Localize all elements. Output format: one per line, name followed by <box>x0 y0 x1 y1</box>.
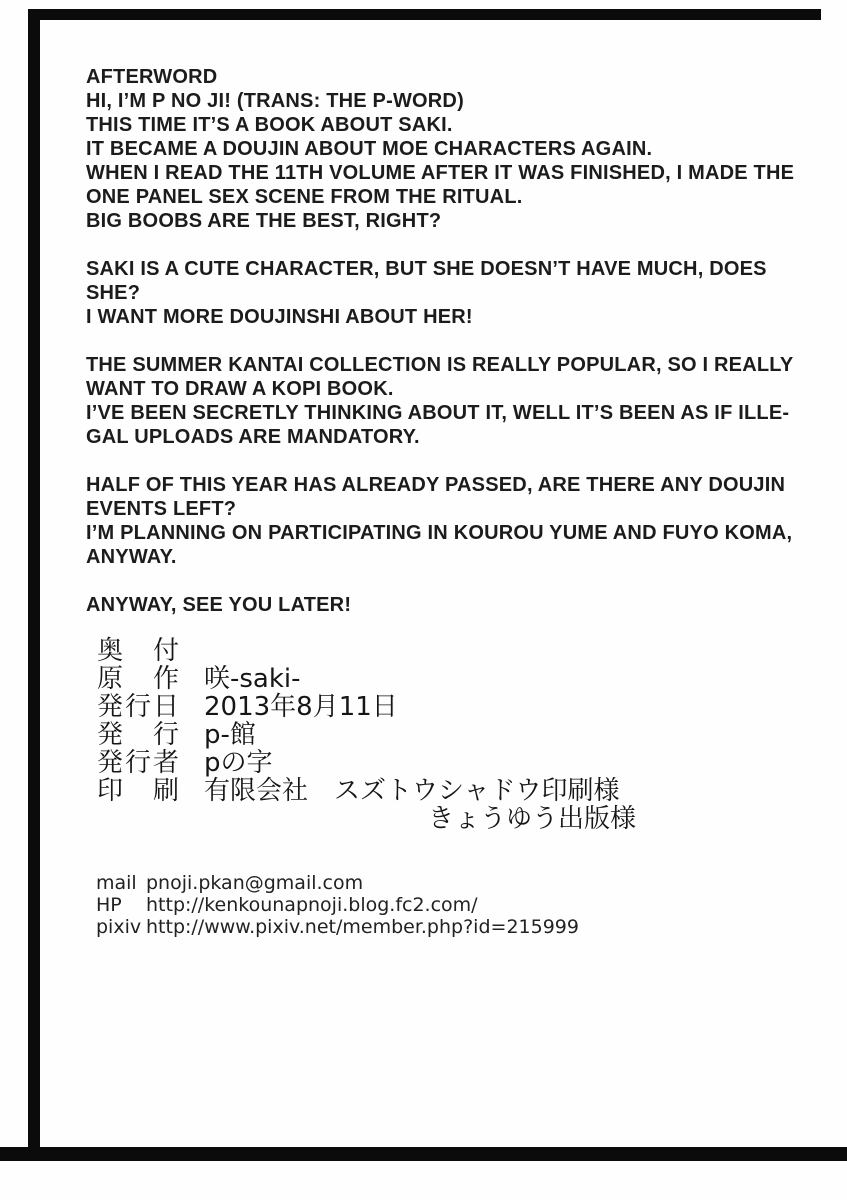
colophon-block <box>97 637 636 833</box>
afterword-title: AFTERWORD <box>86 66 218 88</box>
colophon-row-author <box>97 749 636 777</box>
afterword-line: ANYWAY, SEE YOU LATER! <box>86 594 352 616</box>
afterword-paragraph-saki <box>86 257 794 329</box>
colophon-field-label: 印 刷 <box>97 776 182 806</box>
colophon-row-publication-date <box>97 693 636 721</box>
contact-row-pixiv <box>96 916 579 938</box>
contact-row-homepage <box>96 894 579 916</box>
colophon-field-label: 奥 付 <box>97 636 182 666</box>
colophon-field-value: 2013年8月11日 <box>204 692 398 722</box>
afterword-line: WANT TO DRAW A KOPI BOOK. <box>86 378 394 400</box>
afterword-line: BIG BOOBS ARE THE BEST, RIGHT? <box>86 210 442 232</box>
colophon-row-okuzuke <box>97 637 636 665</box>
scan-border-bottom <box>0 1147 847 1161</box>
colophon-field-label: 発行日 <box>97 692 182 722</box>
afterword-paragraph-intro <box>86 65 794 233</box>
afterword-line: I’M PLANNING ON PARTICIPATING IN KOUROU YUME AND FUYO KOMA, <box>86 522 793 544</box>
colophon-field-label: 発行者 <box>97 748 182 778</box>
colophon-row-printer <box>97 777 636 805</box>
contact-value: http://kenkounapnoji.blog.fc2.com/ <box>146 894 478 916</box>
afterword-line: WHEN I READ THE 11TH VOLUME AFTER IT WAS FINISHED, I MADE THE <box>86 162 795 184</box>
afterword-line: ONE PANEL SEX SCENE FROM THE RITUAL. <box>86 186 523 208</box>
contact-label: HP <box>96 894 122 916</box>
afterword-line: THE SUMMER KANTAI COLLECTION IS REALLY POPULAR, SO I REALLY <box>86 354 794 376</box>
afterword-paragraph-events <box>86 473 794 569</box>
colophon-field-label: 原 作 <box>97 664 182 694</box>
contact-row-mail <box>96 872 579 894</box>
colophon-field-value: pの字 <box>204 748 273 778</box>
colophon-printer-continuation: きょうゆう出版様 <box>428 804 637 834</box>
afterword-text-block <box>86 65 794 617</box>
afterword-paragraph-signoff <box>86 593 794 617</box>
colophon-field-label: 発 行 <box>97 720 182 750</box>
afterword-paragraph-kantai <box>86 353 794 449</box>
afterword-line: ANYWAY. <box>86 546 177 568</box>
contact-label: mail <box>96 872 137 894</box>
afterword-line: IT BECAME A DOUJIN ABOUT MOE CHARACTERS AGAIN. <box>86 138 653 160</box>
colophon-field-value: p-館 <box>204 720 256 750</box>
scan-border-left <box>28 9 40 1160</box>
afterword-line: SAKI IS A CUTE CHARACTER, BUT SHE DOESN’T HAVE MUCH, DOES <box>86 258 767 280</box>
afterword-line: HI, I’M P NO JI! (TRANS: THE P-WORD) <box>86 90 464 112</box>
colophon-field-value: 咲-saki- <box>204 664 301 694</box>
colophon-row-publisher-circle <box>97 721 636 749</box>
scan-border-top <box>36 9 821 20</box>
colophon-row-original-work <box>97 665 636 693</box>
contact-value: http://www.pixiv.net/member.php?id=215999 <box>146 916 579 938</box>
contact-value: pnoji.pkan@gmail.com <box>146 872 364 894</box>
afterword-line: SHE? <box>86 282 141 304</box>
afterword-line: I WANT MORE DOUJINSHI ABOUT HER! <box>86 306 473 328</box>
afterword-line: EVENTS LEFT? <box>86 498 237 520</box>
contact-block <box>96 872 579 938</box>
afterword-line: THIS TIME IT’S A BOOK ABOUT SAKI. <box>86 114 453 136</box>
afterword-line: HALF OF THIS YEAR HAS ALREADY PASSED, ARE THERE ANY DOUJIN <box>86 474 786 496</box>
afterword-line: GAL UPLOADS ARE MANDATORY. <box>86 426 420 448</box>
afterword-line: I’VE BEEN SECRETLY THINKING ABOUT IT, WELL IT’S BEEN AS IF ILLE- <box>86 402 790 424</box>
contact-label: pixiv <box>96 916 142 938</box>
colophon-field-value: 有限会社 スズトウシャドウ印刷様 <box>204 776 620 806</box>
